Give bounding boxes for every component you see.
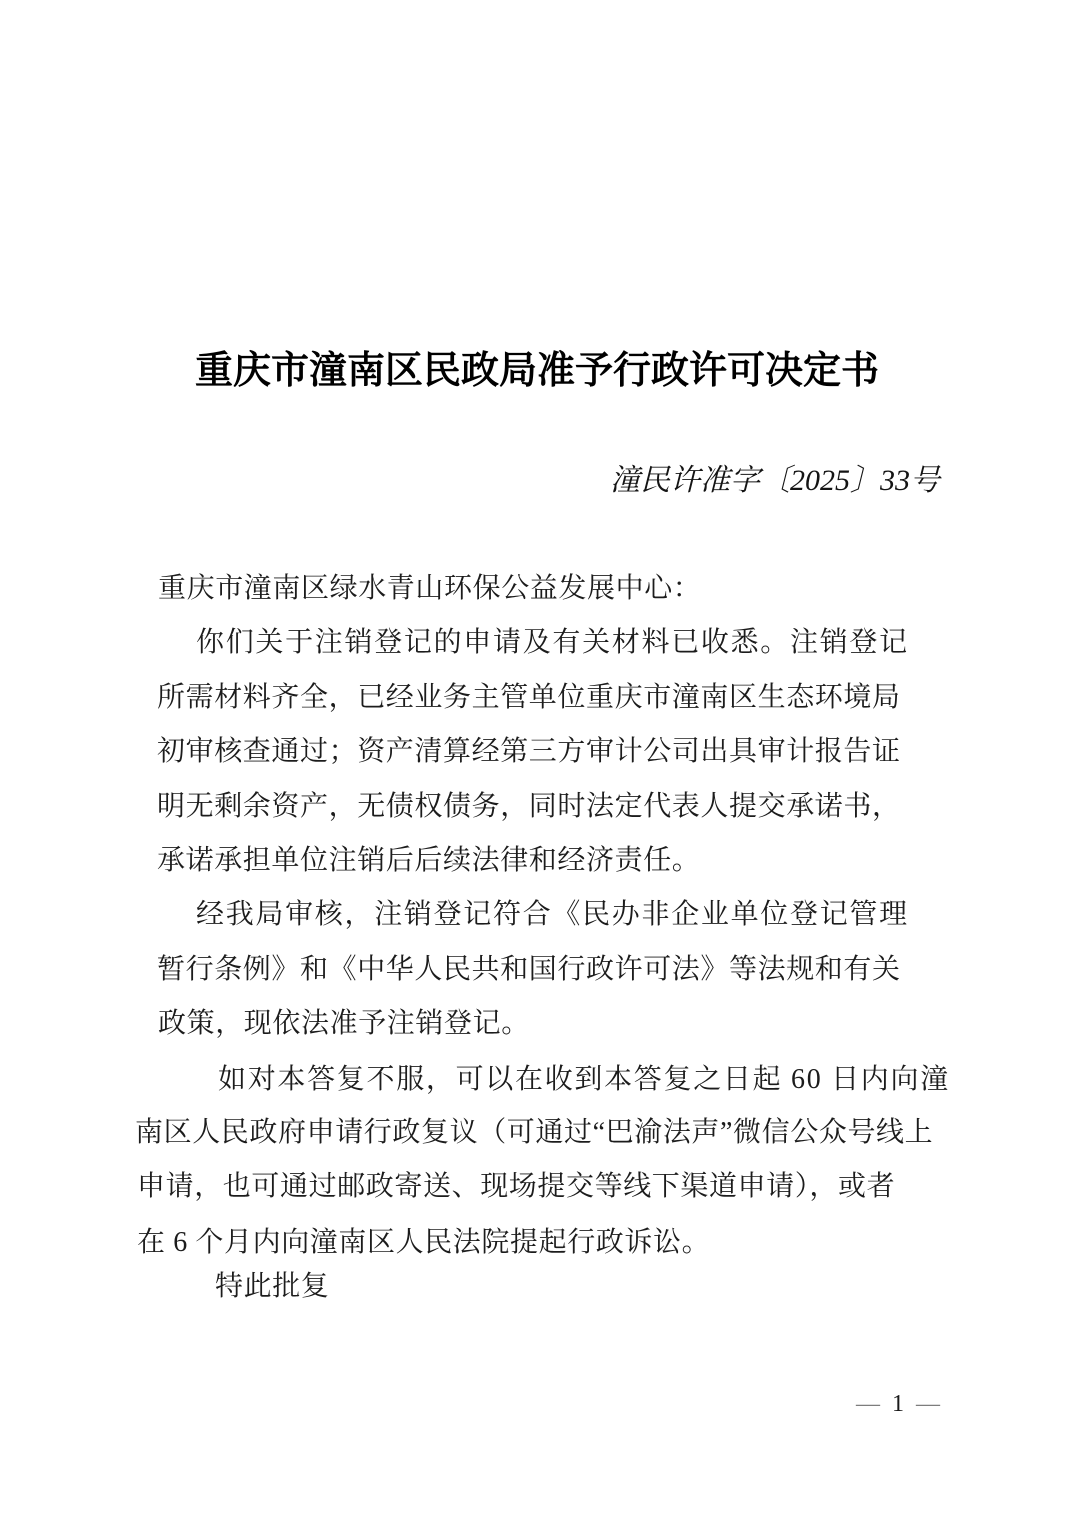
body-line: 你们关于注销登记的申请及有关材料已收悉。注销登记 <box>196 627 909 658</box>
body-line: 承诺承担单位注销后后续法律和经济责任。 <box>157 845 701 876</box>
footer-dash-left: — <box>856 1391 880 1417</box>
body-line: 申请，也可通过邮政寄送、现场提交等线下渠道申请），或者 <box>137 1171 896 1202</box>
body-line: 初审核查通过；资产清算经第三方审计公司出具审计报告证 <box>157 736 901 767</box>
body-line: 政策，现依法准予注销登记。 <box>158 1008 530 1039</box>
body-line: 所需材料齐全，已经业务主管单位重庆市潼南区生态环境局 <box>157 682 901 713</box>
footer-dash-right: — <box>916 1391 940 1417</box>
body-line: 明无剩余资产，无债权债务，同时法定代表人提交承诺书， <box>157 791 901 822</box>
page-number <box>856 1388 940 1420</box>
closing-line: 特此批复 <box>215 1271 330 1302</box>
body-line: 在 6 个月内向潼南区人民法院提起行政诉讼。 <box>137 1227 711 1258</box>
document-title: 重庆市潼南区民政局准予行政许可决定书 <box>194 350 879 392</box>
addressee-line: 重庆市潼南区绿水青山环保公益发展中心： <box>158 573 702 604</box>
body-line: 暂行条例》和《中华人民共和国行政许可法》等法规和有关 <box>157 954 901 985</box>
document-reference-number: 潼民许准字〔2025〕33号 <box>610 464 940 497</box>
footer-page-number: 1 <box>892 1391 904 1417</box>
body-line: 经我局审核，注销登记符合《民办非企业单位登记管理 <box>196 899 909 930</box>
body-line: 如对本答复不服，可以在收到本答复之日起 60 日内向潼 <box>218 1064 950 1095</box>
body-line: 南区人民政府申请行政复议（可通过“巴渝法声”微信公众号线上 <box>135 1117 934 1148</box>
